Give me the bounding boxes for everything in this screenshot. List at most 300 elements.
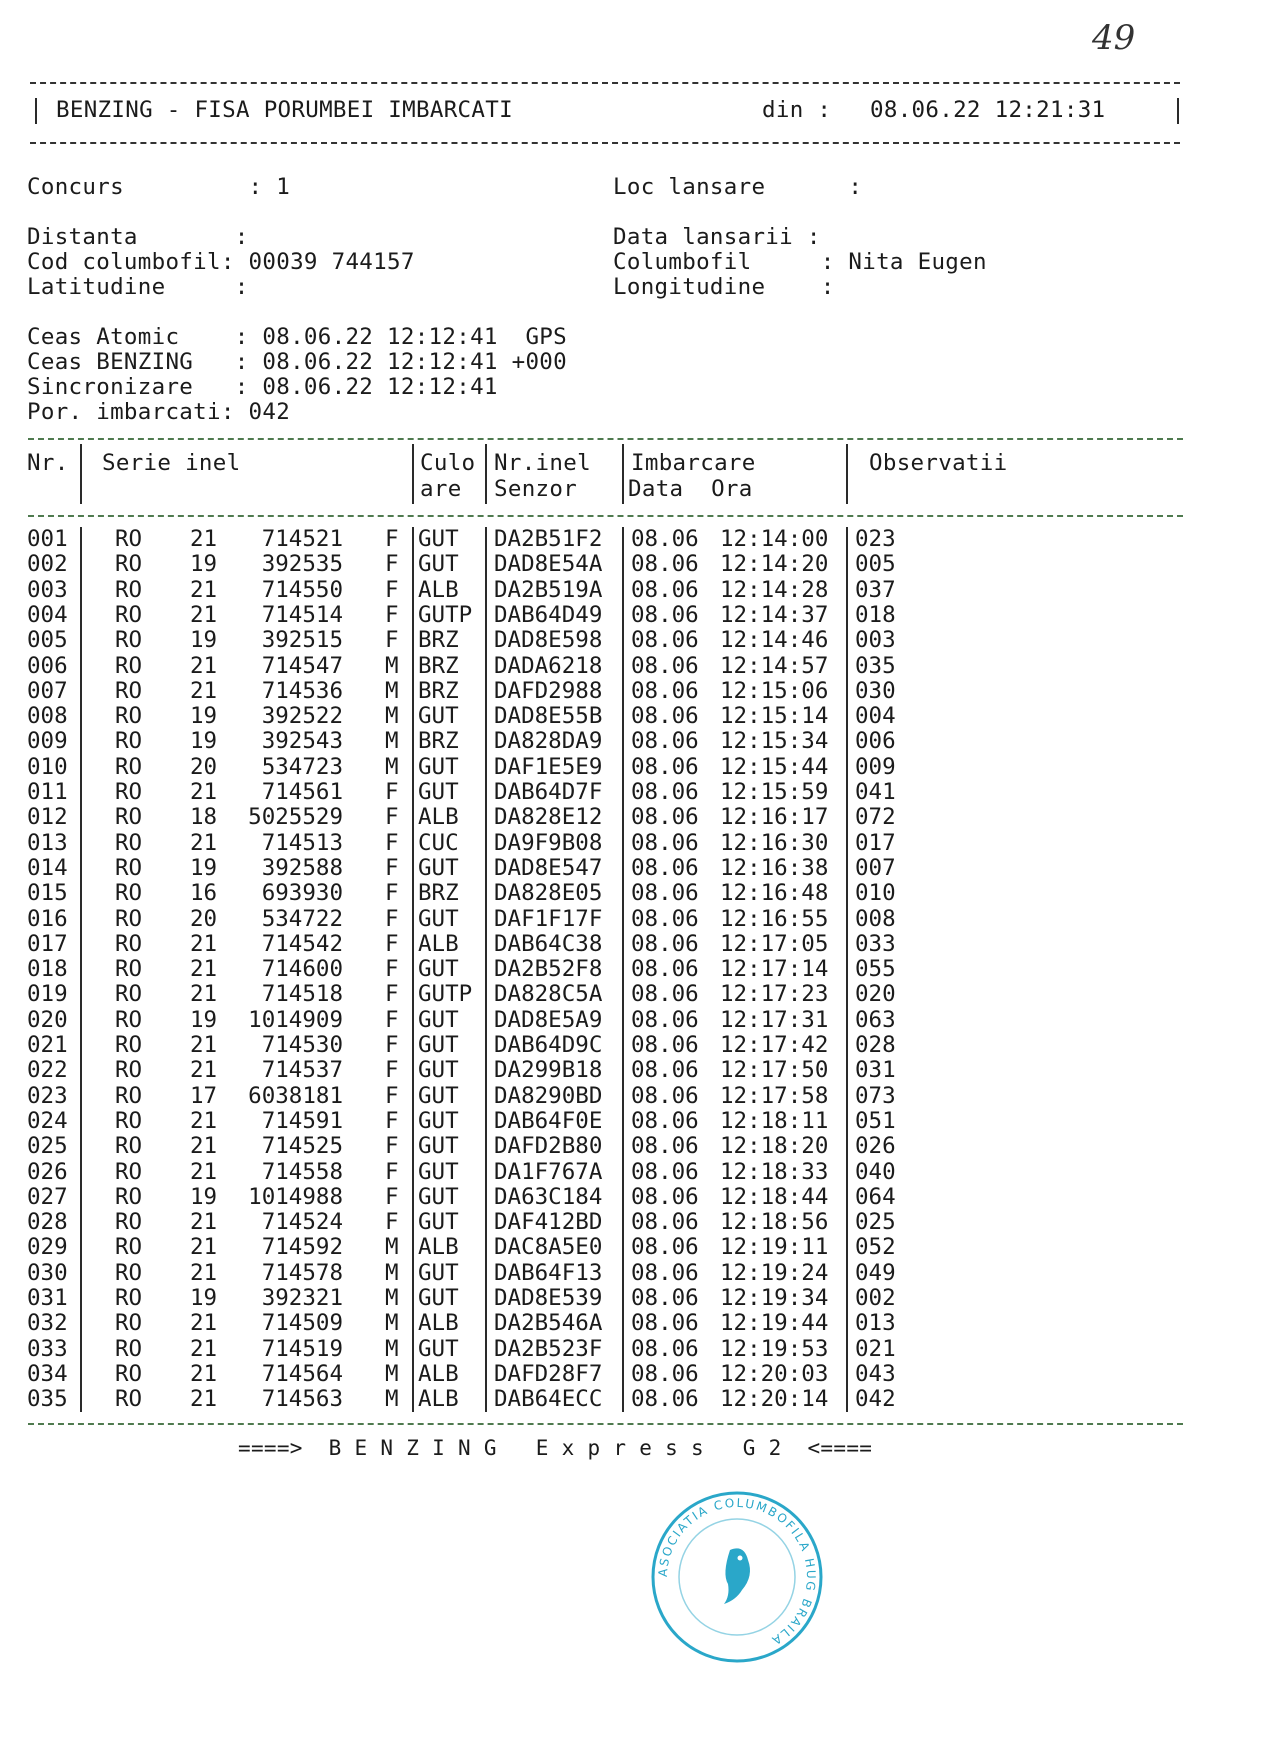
row-date: 08.06 [631, 1183, 699, 1210]
row-year: 21 [190, 1259, 218, 1286]
row-date: 08.06 [631, 576, 699, 603]
row-date: 08.06 [631, 1310, 699, 1337]
row-time: 12:17:31 [720, 1006, 829, 1033]
row-time: 12:14:37 [720, 601, 829, 628]
row-sex: M [385, 1285, 399, 1311]
row-sex: F [385, 956, 399, 983]
table-row [0, 704, 1276, 729]
row-date: 08.06 [631, 779, 699, 805]
row-sex: F [385, 551, 399, 578]
footer-banner: ====> B E N Z I N G E x p r e s s G 2 <==== [238, 1436, 873, 1460]
row-time: 12:17:58 [720, 1082, 829, 1109]
row-country: RO [115, 880, 143, 907]
data-lansarii-field: Data lansarii : [613, 224, 821, 250]
row-sex: M [385, 703, 399, 730]
row-year: 21 [190, 677, 218, 704]
row-country: RO [115, 1335, 143, 1362]
row-date: 08.06 [631, 627, 699, 654]
row-time: 12:17:42 [720, 1032, 829, 1058]
row-year: 20 [190, 905, 218, 932]
row-sensor: DAD8E539 [494, 1285, 603, 1311]
row-observatii: 031 [855, 1057, 896, 1084]
header-nr: Nr. [27, 450, 69, 476]
row-ring: 714563 [261, 1386, 343, 1413]
row-sex: M [385, 753, 399, 780]
row-sex: F [385, 576, 399, 603]
row-sensor: DA828DA9 [494, 728, 603, 755]
row-nr: 009 [27, 728, 68, 755]
row-year: 18 [190, 804, 218, 831]
row-time: 12:16:30 [720, 829, 829, 856]
row-observatii: 037 [855, 576, 896, 603]
row-observatii: 042 [855, 1386, 896, 1413]
row-time: 12:17:23 [720, 981, 829, 1008]
row-sex: F [385, 1209, 399, 1236]
row-sensor: DADA6218 [494, 652, 603, 679]
row-date: 08.06 [631, 1006, 699, 1033]
row-color: ALB [418, 1360, 459, 1387]
header-culoare-1: Culo [420, 450, 476, 476]
row-ring: 392535 [261, 551, 343, 578]
row-observatii: 052 [855, 1234, 896, 1261]
row-sex: F [385, 905, 399, 932]
row-year: 19 [190, 703, 218, 730]
col-sep-3 [485, 444, 487, 504]
row-ring: 714530 [261, 1032, 343, 1058]
row-ring: 534722 [261, 905, 343, 932]
row-year: 21 [190, 1209, 218, 1236]
row-country: RO [115, 551, 143, 578]
row-observatii: 020 [855, 981, 896, 1008]
row-year: 21 [190, 829, 218, 856]
row-ring: 714600 [261, 956, 343, 983]
row-date: 08.06 [631, 1335, 699, 1362]
row-sensor: DAB64F0E [494, 1107, 603, 1134]
table-row [0, 628, 1276, 653]
row-observatii: 063 [855, 1006, 896, 1033]
row-sex: F [385, 601, 399, 628]
row-date: 08.06 [631, 804, 699, 831]
row-nr: 005 [27, 627, 68, 654]
row-color: GUT [418, 1032, 459, 1058]
row-sensor: DAB64D49 [494, 601, 603, 628]
row-date: 08.06 [631, 677, 699, 704]
row-sensor: DAF412BD [494, 1209, 603, 1236]
row-observatii: 002 [855, 1285, 896, 1311]
row-nr: 034 [27, 1360, 68, 1387]
row-nr: 014 [27, 854, 68, 881]
table-row [0, 1008, 1276, 1033]
row-color: ALB [418, 1386, 459, 1413]
row-year: 21 [190, 1107, 218, 1134]
row-year: 21 [190, 1310, 218, 1337]
row-color: GUT [418, 854, 459, 881]
row-date: 08.06 [631, 652, 699, 679]
row-ring: 392321 [261, 1285, 343, 1311]
row-country: RO [115, 728, 143, 755]
ceas-atomic-field: Ceas Atomic : 08.06.22 12:12:41 GPS [27, 324, 567, 350]
row-year: 21 [190, 526, 218, 552]
row-observatii: 009 [855, 753, 896, 780]
row-color: GUT [418, 1183, 459, 1210]
row-observatii: 010 [855, 880, 896, 907]
row-sensor: DA9F9B08 [494, 829, 603, 856]
row-date: 08.06 [631, 829, 699, 856]
row-observatii: 004 [855, 703, 896, 730]
row-sex: M [385, 728, 399, 755]
row-color: GUT [418, 703, 459, 730]
table-row [0, 527, 1276, 552]
row-nr: 011 [27, 779, 68, 805]
row-color: GUT [418, 551, 459, 578]
header-nr-inel-2: Senzor [494, 476, 578, 502]
row-country: RO [115, 956, 143, 983]
row-color: BRZ [418, 880, 459, 907]
row-observatii: 055 [855, 956, 896, 983]
row-date: 08.06 [631, 1158, 699, 1185]
row-color: GUT [418, 1158, 459, 1185]
table-row [0, 932, 1276, 957]
row-date: 08.06 [631, 1259, 699, 1286]
row-sensor: DAFD28F7 [494, 1360, 603, 1387]
row-nr: 031 [27, 1285, 68, 1311]
row-color: GUT [418, 1082, 459, 1109]
row-nr: 021 [27, 1032, 68, 1058]
table-row [0, 755, 1276, 780]
row-nr: 015 [27, 880, 68, 907]
row-time: 12:16:17 [720, 804, 829, 831]
row-year: 21 [190, 1234, 218, 1261]
table-row [0, 831, 1276, 856]
row-country: RO [115, 576, 143, 603]
row-date: 08.06 [631, 930, 699, 957]
table-row [0, 1134, 1276, 1159]
row-nr: 022 [27, 1057, 68, 1084]
row-color: BRZ [418, 627, 459, 654]
row-color: ALB [418, 1310, 459, 1337]
header-observatii: Observatii [869, 450, 1008, 476]
row-sensor: DAD8E547 [494, 854, 603, 881]
table-row [0, 805, 1276, 830]
table-row [0, 1235, 1276, 1260]
row-observatii: 064 [855, 1183, 896, 1210]
row-time: 12:15:06 [720, 677, 829, 704]
row-sensor: DA2B519A [494, 576, 603, 603]
row-ring: 6038181 [248, 1082, 343, 1109]
row-nr: 006 [27, 652, 68, 679]
row-observatii: 005 [855, 551, 896, 578]
row-color: ALB [418, 930, 459, 957]
row-country: RO [115, 981, 143, 1008]
row-date: 08.06 [631, 703, 699, 730]
row-year: 19 [190, 1285, 218, 1311]
row-year: 20 [190, 753, 218, 780]
row-observatii: 030 [855, 677, 896, 704]
row-observatii: 051 [855, 1107, 896, 1134]
row-ring: 1014988 [248, 1183, 343, 1210]
table-bottom-rule [28, 1423, 1183, 1425]
row-nr: 019 [27, 981, 68, 1008]
header-nr-inel-1: Nr.inel [494, 450, 591, 476]
row-date: 08.06 [631, 1107, 699, 1134]
row-time: 12:20:14 [720, 1386, 829, 1413]
row-sex: F [385, 1133, 399, 1160]
latitudine-field: Latitudine : [27, 274, 249, 300]
row-nr: 024 [27, 1107, 68, 1134]
row-country: RO [115, 526, 143, 552]
row-country: RO [115, 1032, 143, 1058]
row-country: RO [115, 753, 143, 780]
row-nr: 003 [27, 576, 68, 603]
row-color: GUT [418, 1133, 459, 1160]
row-sensor: DAD8E5A9 [494, 1006, 603, 1033]
row-year: 21 [190, 652, 218, 679]
row-sensor: DAC8A5E0 [494, 1234, 603, 1261]
row-ring: 5025529 [248, 804, 343, 831]
table-header-rule [28, 515, 1183, 517]
row-sex: F [385, 804, 399, 831]
table-row [0, 552, 1276, 577]
row-color: CUC [418, 829, 459, 856]
row-nr: 004 [27, 601, 68, 628]
row-date: 08.06 [631, 1234, 699, 1261]
table-row [0, 1261, 1276, 1286]
row-country: RO [115, 1360, 143, 1387]
row-country: RO [115, 854, 143, 881]
table-row [0, 1210, 1276, 1235]
row-sex: M [385, 677, 399, 704]
row-observatii: 026 [855, 1133, 896, 1160]
row-country: RO [115, 1107, 143, 1134]
row-year: 21 [190, 1335, 218, 1362]
row-country: RO [115, 1386, 143, 1413]
row-time: 12:17:05 [720, 930, 829, 957]
row-time: 12:19:53 [720, 1335, 829, 1362]
row-time: 12:18:33 [720, 1158, 829, 1185]
row-country: RO [115, 652, 143, 679]
row-color: BRZ [418, 728, 459, 755]
row-nr: 025 [27, 1133, 68, 1160]
row-country: RO [115, 1234, 143, 1261]
row-time: 12:15:59 [720, 779, 829, 805]
row-time: 12:15:14 [720, 703, 829, 730]
row-sensor: DA2B51F2 [494, 526, 603, 552]
din-value: 08.06.22 12:21:31 [870, 97, 1106, 123]
row-sex: F [385, 880, 399, 907]
row-country: RO [115, 1158, 143, 1185]
row-year: 21 [190, 956, 218, 983]
row-time: 12:16:38 [720, 854, 829, 881]
row-nr: 018 [27, 956, 68, 983]
row-ring: 714525 [261, 1133, 343, 1160]
col-sep-4 [622, 444, 624, 504]
row-sex: F [385, 1183, 399, 1210]
row-ring: 392522 [261, 703, 343, 730]
row-sex: M [385, 1259, 399, 1286]
row-date: 08.06 [631, 526, 699, 552]
row-color: GUT [418, 1209, 459, 1236]
row-country: RO [115, 1057, 143, 1084]
row-year: 19 [190, 1183, 218, 1210]
table-row [0, 957, 1276, 982]
table-row [0, 729, 1276, 754]
row-observatii: 040 [855, 1158, 896, 1185]
row-color: ALB [418, 804, 459, 831]
row-sensor: DAB64F13 [494, 1259, 603, 1286]
row-nr: 028 [27, 1209, 68, 1236]
col-sep-2 [412, 444, 414, 504]
row-date: 08.06 [631, 1285, 699, 1311]
row-date: 08.06 [631, 728, 699, 755]
row-observatii: 073 [855, 1082, 896, 1109]
row-color: GUT [418, 1006, 459, 1033]
row-ring: 714521 [261, 526, 343, 552]
row-year: 21 [190, 601, 218, 628]
row-ring: 714514 [261, 601, 343, 628]
columbofil-field: Columbofil : Nita Eugen [613, 249, 987, 275]
row-ring: 714578 [261, 1259, 343, 1286]
row-sensor: DA2B546A [494, 1310, 603, 1337]
row-sensor: DA2B52F8 [494, 956, 603, 983]
ceas-benzing-field: Ceas BENZING : 08.06.22 12:12:41 +000 [27, 349, 567, 375]
row-nr: 023 [27, 1082, 68, 1109]
row-sex: F [385, 854, 399, 881]
row-time: 12:17:50 [720, 1057, 829, 1084]
row-sex: F [385, 779, 399, 805]
row-sensor: DA63C184 [494, 1183, 603, 1210]
row-ring: 714542 [261, 930, 343, 957]
row-color: GUT [418, 956, 459, 983]
row-observatii: 021 [855, 1335, 896, 1362]
row-sex: F [385, 1158, 399, 1185]
row-sex: F [385, 627, 399, 654]
row-time: 12:19:24 [720, 1259, 829, 1286]
row-nr: 012 [27, 804, 68, 831]
row-observatii: 013 [855, 1310, 896, 1337]
row-observatii: 003 [855, 627, 896, 654]
row-ring: 714547 [261, 652, 343, 679]
row-sex: F [385, 526, 399, 552]
row-color: GUT [418, 1259, 459, 1286]
row-country: RO [115, 1006, 143, 1033]
table-row [0, 780, 1276, 805]
row-observatii: 035 [855, 652, 896, 679]
din-label: din : [762, 97, 832, 123]
row-ring: 714518 [261, 981, 343, 1008]
row-year: 21 [190, 1360, 218, 1387]
row-sex: M [385, 1234, 399, 1261]
row-country: RO [115, 627, 143, 654]
row-sensor: DAF1F17F [494, 905, 603, 932]
row-ring: 714537 [261, 1057, 343, 1084]
row-country: RO [115, 1259, 143, 1286]
sincronizare-field: Sincronizare : 08.06.22 12:12:41 [27, 374, 498, 400]
row-time: 12:18:11 [720, 1107, 829, 1134]
row-color: GUT [418, 1285, 459, 1311]
row-year: 21 [190, 1386, 218, 1413]
row-observatii: 017 [855, 829, 896, 856]
row-time: 12:16:48 [720, 880, 829, 907]
row-year: 19 [190, 854, 218, 881]
cod-columbofil-field: Cod columbofil: 00039 744157 [27, 249, 415, 275]
row-ring: 1014909 [248, 1006, 343, 1033]
row-sensor: DA299B18 [494, 1057, 603, 1084]
row-country: RO [115, 804, 143, 831]
row-year: 21 [190, 576, 218, 603]
row-sensor: DAD8E598 [494, 627, 603, 654]
row-year: 21 [190, 930, 218, 957]
row-sensor: DA828E12 [494, 804, 603, 831]
row-date: 08.06 [631, 1386, 699, 1413]
row-sensor: DA2B523F [494, 1335, 603, 1362]
table-row [0, 1362, 1276, 1387]
row-time: 12:15:44 [720, 753, 829, 780]
row-observatii: 025 [855, 1209, 896, 1236]
row-country: RO [115, 1209, 143, 1236]
row-country: RO [115, 1285, 143, 1311]
row-color: GUT [418, 1057, 459, 1084]
row-nr: 001 [27, 526, 68, 552]
table-row [0, 1286, 1276, 1311]
row-nr: 002 [27, 551, 68, 578]
row-observatii: 007 [855, 854, 896, 881]
table-row [0, 1160, 1276, 1185]
header-imbarcare-1: Imbarcare [631, 450, 756, 476]
row-observatii: 033 [855, 930, 896, 957]
row-ring: 714519 [261, 1335, 343, 1362]
row-color: GUT [418, 1335, 459, 1362]
row-year: 21 [190, 1158, 218, 1185]
row-time: 12:18:20 [720, 1133, 829, 1160]
table-row [0, 856, 1276, 881]
row-sensor: DA828C5A [494, 981, 603, 1008]
row-ring: 714592 [261, 1234, 343, 1261]
row-date: 08.06 [631, 551, 699, 578]
table-row [0, 1311, 1276, 1336]
row-nr: 013 [27, 829, 68, 856]
row-ring: 714564 [261, 1360, 343, 1387]
row-sensor: DAB64D9C [494, 1032, 603, 1058]
row-sex: M [385, 652, 399, 679]
row-time: 12:16:55 [720, 905, 829, 932]
row-country: RO [115, 601, 143, 628]
row-country: RO [115, 930, 143, 957]
row-sensor: DA828E05 [494, 880, 603, 907]
table-row [0, 603, 1276, 628]
row-time: 12:15:34 [720, 728, 829, 755]
row-year: 21 [190, 1057, 218, 1084]
row-year: 19 [190, 627, 218, 654]
loc-lansare-field: Loc lansare : [613, 174, 863, 200]
row-ring: 714509 [261, 1310, 343, 1337]
row-time: 12:20:03 [720, 1360, 829, 1387]
table-row [0, 1109, 1276, 1134]
row-year: 19 [190, 551, 218, 578]
row-sex: F [385, 930, 399, 957]
stamp-text: ASOCIATIA COLUMBOFILA HUG BRAILA [655, 1495, 819, 1649]
row-sensor: DAB64D7F [494, 779, 603, 805]
row-nr: 035 [27, 1386, 68, 1413]
row-country: RO [115, 1310, 143, 1337]
row-color: GUT [418, 753, 459, 780]
concurs-field: Concurs : 1 [27, 174, 291, 200]
row-sensor: DAF1E5E9 [494, 753, 603, 780]
row-sex: F [385, 981, 399, 1008]
row-time: 12:18:44 [720, 1183, 829, 1210]
row-nr: 016 [27, 905, 68, 932]
table-row [0, 654, 1276, 679]
row-sex: M [385, 1335, 399, 1362]
